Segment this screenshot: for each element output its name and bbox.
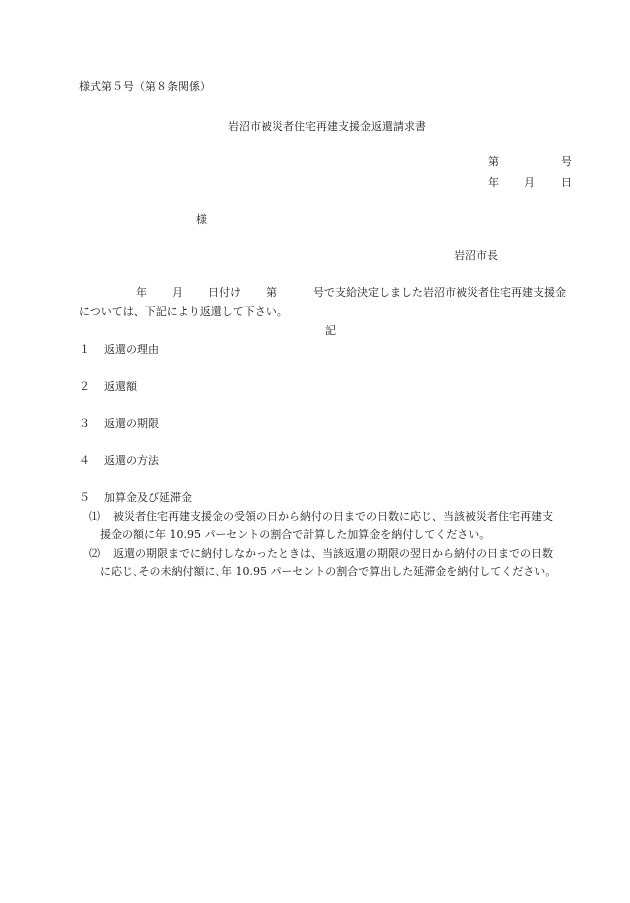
item-label: 返還の期限	[104, 417, 159, 430]
list-item	[79, 417, 159, 431]
body-line2: については、下記により返還して下さい。	[79, 305, 288, 318]
item-label: 返還の方法	[104, 454, 159, 467]
item-number: ５	[79, 491, 90, 504]
date-day: 日	[561, 176, 572, 189]
body-month: 月	[172, 286, 183, 299]
note-line: に応じ､その未納付額に､年 10.95 パーセントの割合で算出した延滞金を納付してください。	[100, 565, 557, 578]
list-item	[79, 343, 159, 357]
body-day-suffix: 日付け	[208, 286, 241, 299]
doc-number-dai: 第	[488, 155, 499, 168]
date-month: 月	[524, 176, 535, 189]
item-number: ３	[79, 417, 90, 430]
item-number: ２	[79, 380, 90, 393]
date-year: 年	[488, 176, 499, 189]
list-item	[79, 491, 192, 505]
note-number: ⑴	[89, 510, 100, 523]
note-line: 援金の額に年 10.95 パーセントの割合で計算した加算金を納付してください。	[100, 528, 491, 541]
body-dai: 第	[266, 286, 277, 299]
item-number: １	[79, 343, 90, 356]
form-number: 様式第５号（第８条関係）	[79, 80, 211, 93]
doc-number-go: 号	[561, 155, 572, 168]
note-number: ⑵	[89, 547, 100, 560]
addressee-suffix: 様	[196, 213, 207, 226]
note-line: 被災者住宅再建支援金の受領の日から納付の日までの日数に応じ、当該被災者住宅再建支	[113, 510, 553, 523]
body-year: 年	[136, 286, 147, 299]
ki-heading: 記	[325, 324, 336, 337]
item-label: 返還の理由	[104, 343, 159, 356]
item-label: 加算金及び延滞金	[104, 491, 192, 504]
item-label: 返還額	[104, 380, 137, 393]
issuer: 岩沼市長	[454, 249, 498, 262]
item-number: ４	[79, 454, 90, 467]
body-line1-tail: 号で支給決定しました岩沼市被災者住宅再建支援金	[313, 286, 566, 299]
list-item	[79, 380, 137, 394]
document-title: 岩沼市被災者住宅再建支援金返還請求書	[228, 120, 426, 133]
list-item	[79, 454, 159, 468]
note-line: 返還の期限までに納付しなかったときは、当該返還の期限の翌日から納付の日までの日数	[113, 547, 553, 560]
